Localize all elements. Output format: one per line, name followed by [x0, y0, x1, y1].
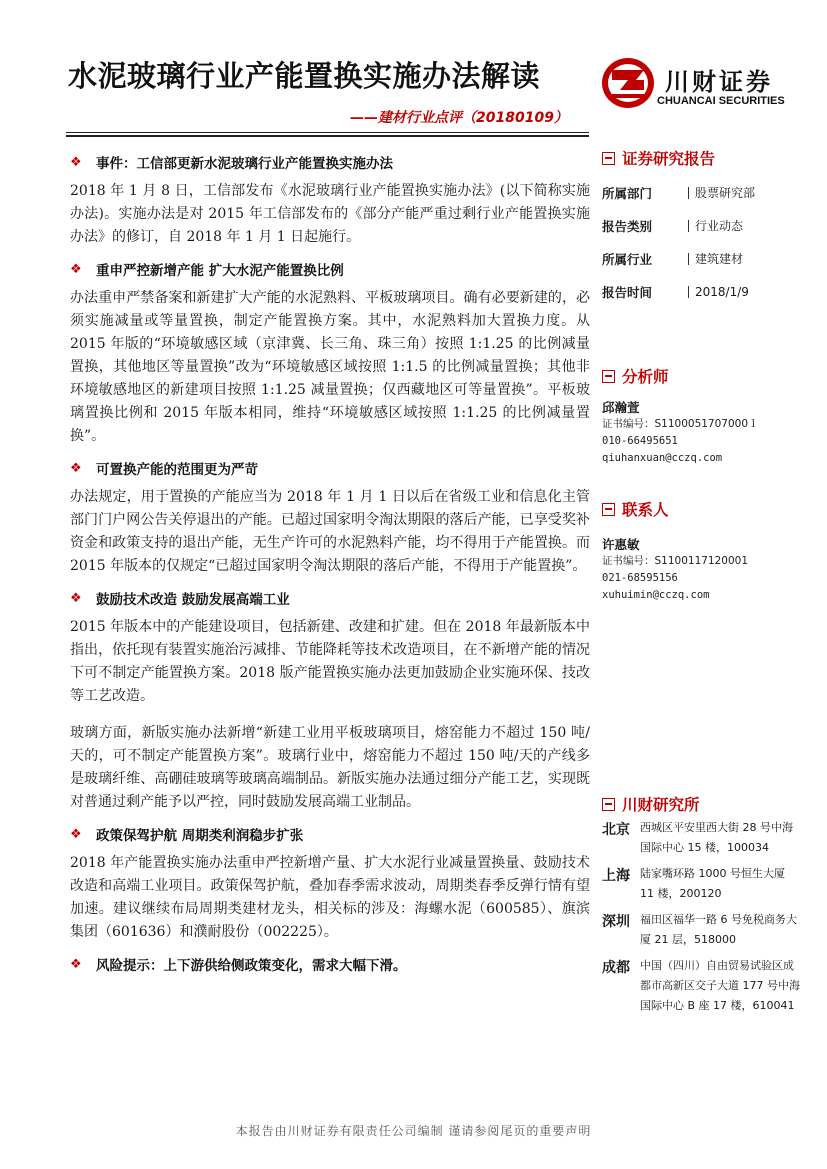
section-event — [70, 148, 590, 249]
info-row: 所属行业 建筑建材 — [602, 251, 744, 267]
contact-phone: 021-68595156 — [602, 572, 678, 584]
header-divider — [66, 132, 589, 137]
brand-logo-icon — [600, 56, 656, 110]
section-risk — [70, 950, 590, 978]
section-paragraph: 2015 年版本中的产能建设项目，包括新建、改建和扩建。但在 2018 年最新版本中指出，依托现有装置实施治污减排、节能降耗等技术改造项目，在不新增产能的情况下可不制定产能置换方案。2018 版产能置换实施办法更加鼓励企业实施环保、技改等工艺改造。 — [70, 619, 590, 704]
diamond-bullet-icon: ❖ — [70, 590, 82, 606]
info-row: 报告时间 2018/1/9 — [602, 284, 749, 300]
risk-note: 风险提示：上下游供给侧政策变化，需求大幅下滑。 — [96, 958, 407, 974]
section-heading: 鼓励技术改造 鼓励发展高端工业 — [96, 592, 290, 608]
contact-cert: 证书编号：S1100117120001 — [602, 555, 749, 567]
info-row: 报告类别 行业动态 — [602, 218, 744, 234]
report-title: 水泥玻璃行业产能置换实施办法解读 — [68, 59, 541, 93]
report-icon — [602, 152, 615, 165]
section-technology — [70, 584, 590, 814]
sidebar-heading-report: 证券研究报告 — [622, 150, 716, 168]
section-heading: 事件：工信部更新水泥玻璃行业产能置换实施办法 — [96, 156, 393, 172]
contact-icon — [602, 503, 615, 516]
office-item: 上海 陆家嘴环路 1000 号恒生大厦 11 楼，200120 — [602, 867, 785, 900]
section-paragraph: 2018 年产能置换实施办法重申严控新增产量、扩大水泥行业减量置换量、鼓励技术改造和高端工业项目。政策保驾护航，叠加春季需求波动，周期类春季反弹行情有望加速。建议继续布局周期类建材龙头，相关标的涉及：海螺水泥（600585）、旗滨集团（601636）和濮耐股份（002225）。 — [70, 855, 590, 940]
analyst-phone: 010-66495651 — [602, 435, 678, 447]
sidebar — [602, 146, 802, 1022]
section-paragraph: 玻璃方面，新版实施办法新增“新建工业用平板玻璃项目，熔窑能力不超过 150 吨/天的，可不制定产能置换方案”。玻璃行业中，熔窑能力不超过 150 吨/天的产线多是玻璃纤维、高硼硅玻璃等玻璃高端制品。新版实施办法通过细分产能工艺，实现既对普通过剩产能予以严控，同时鼓励发展高端工业制品。 — [70, 725, 590, 810]
section-paragraph: 2018 年 1 月 8 日，工信部发布《水泥玻璃行业产能置换实施办法》(以下简称实施办法)。实施办法是对 2015 年工信部发布的《部分产能严重过剩行业产能置换实施办法》的修订，自 2018 年 1 月 1 日起施行。 — [70, 183, 590, 245]
section-paragraph: 办法规定，用于置换的产能应当为 2018 年 1 月 1 日以后在省级工业和信息化主管部门门户网公告关停退出的产能。已超过国家明令淘汰期限的落后产能，已享受奖补资金和政策支持的退出产能，无生产许可的水泥熟料产能，均不得用于产能置换。而 2015 年版本的仅规定“已超过国家明令淘汰期限的落后产能，不得用于产能置换”。 — [70, 489, 590, 574]
institute-icon — [602, 798, 615, 811]
section-scope — [70, 454, 590, 578]
main-content — [70, 146, 590, 978]
page-footer: 本报告由川财证券有限责任公司编制 谨请参阅尾页的重要声明 — [235, 1124, 592, 1138]
brand-name-en: CHUANCAI SECURITIES — [657, 95, 785, 107]
report-subtitle: ——建材行业点评（20180109） — [350, 110, 568, 126]
section-heading: 重申严控新增产能 扩大水泥产能置换比例 — [96, 263, 344, 279]
sidebar-heading-analyst: 分析师 — [622, 368, 669, 386]
contact-name: 许惠敏 — [602, 537, 640, 552]
analyst-email[interactable]: qiuhanxuan@cczq.com — [602, 452, 723, 464]
office-item: 深圳 福田区福华一路 6 号免税商务大厦 21 层，518000 — [602, 913, 797, 946]
diamond-bullet-icon: ❖ — [70, 261, 82, 277]
diamond-bullet-icon: ❖ — [70, 154, 82, 170]
diamond-bullet-icon: ❖ — [70, 460, 82, 476]
analyst-cert: 证书编号：S1100051707000１ — [602, 418, 759, 430]
sidebar-heading-contact: 联系人 — [622, 501, 669, 519]
analyst-name: 邱瀚萱 — [602, 400, 640, 415]
section-paragraph: 办法重申严禁备案和新建扩大产能的水泥熟料、平板玻璃项目。确有必要新建的，必须实施减量或等量置换，制定产能置换方案。其中，水泥熟料加大置换力度。从 2015 年版的“环境敏感区域（京津冀、长三角、珠三角）按照 1:1.25 的比例减量置换，其他地区等量置换”改为“环境敏感区域按照 1:1.5 的比例减量置换；其他非环境敏感地区的新建项目按照 1:1.25 减量置换；仅西藏地区可等量置换”。平板玻璃置换比例和 2015 年版本相同，维持“环境敏感区域按照 1:1.25 的比例减量置换”。 — [70, 290, 590, 444]
analyst-icon — [602, 370, 615, 383]
diamond-bullet-icon: ❖ — [70, 826, 82, 842]
brand-name-cn: 川财证券 — [665, 68, 773, 96]
info-row: 所属部门 股票研究部 — [602, 185, 756, 201]
report-info — [602, 176, 802, 308]
diamond-bullet-icon: ❖ — [70, 956, 82, 972]
section-capacity — [70, 255, 590, 448]
contact-email[interactable]: xuhuimin@cczq.com — [602, 589, 710, 601]
section-policy — [70, 820, 590, 944]
section-heading: 政策保驾护航 周期类利润稳步扩张 — [96, 828, 304, 844]
sidebar-heading-institute: 川财研究所 — [622, 796, 700, 814]
office-item: 成都 中国（四川）自由贸易试验区成都市高新区交子大道 177 号中海国际中心 B 座 17 楼，610041 — [602, 959, 800, 1012]
office-list — [602, 818, 802, 1016]
section-heading: 可置换产能的范围更为严苛 — [96, 462, 258, 478]
office-item: 北京 西城区平安里西大街 28 号中海国际中心 15 楼，100034 — [602, 821, 793, 854]
